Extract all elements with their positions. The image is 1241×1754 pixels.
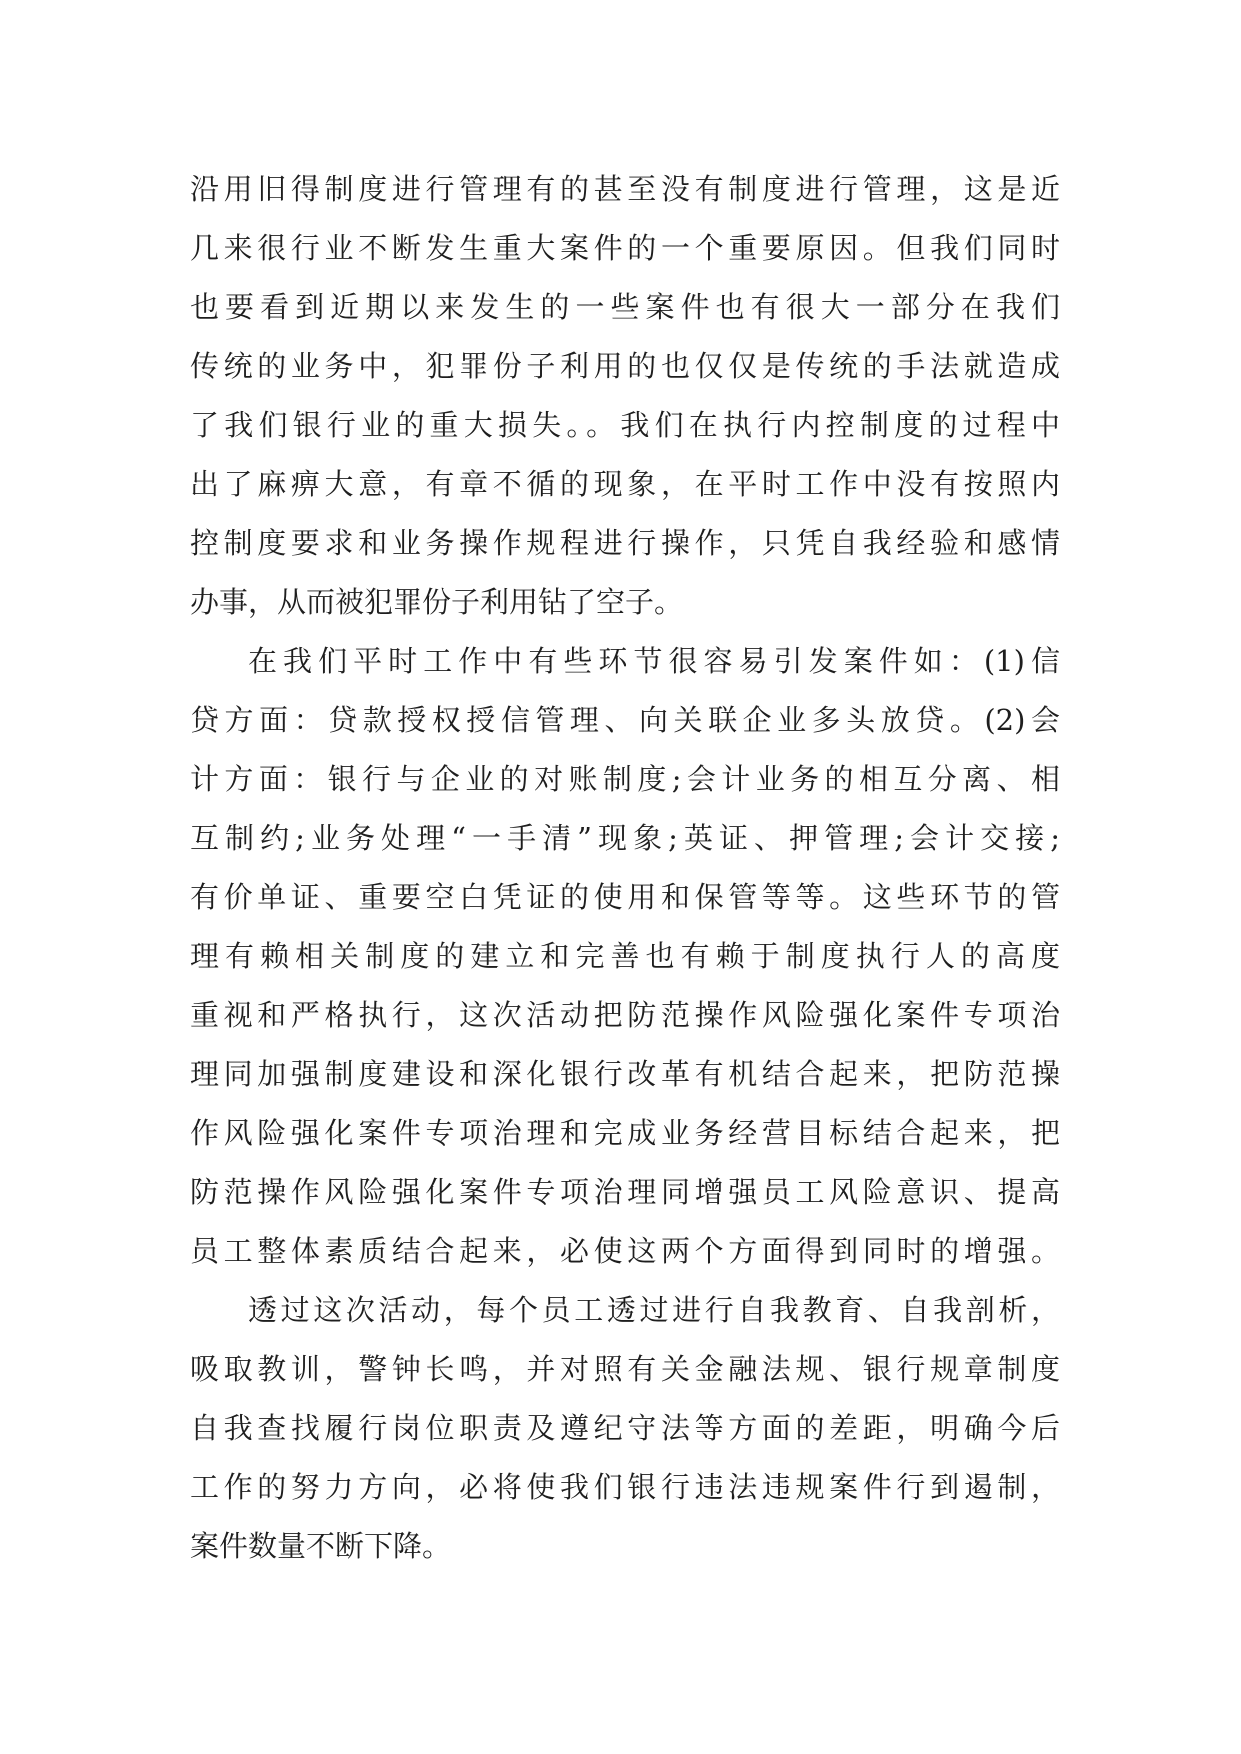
- text-line: 也要看到近期以来发生的一些案件也有很大一部分在我们: [190, 290, 1060, 324]
- text-line: 作风险强化案件专项治理和完成业务经营目标结合起来，把: [190, 1116, 1060, 1150]
- text-line: 理有赖相关制度的建立和完善也有赖于制度执行人的高度: [190, 939, 1060, 973]
- text-line: 了我们银行业的重大损失。。我们在执行内控制度的过程中: [190, 408, 1060, 442]
- text-line: 在我们平时工作中有些环节很容易引发案件如：(1)信: [248, 644, 1060, 678]
- text-line: 传统的业务中，犯罪份子利用的也仅仅是传统的手法就造成: [190, 349, 1060, 383]
- text-line: 透过这次活动，每个员工透过进行自我教育、自我剖析，: [248, 1293, 1060, 1327]
- text-line: 自我查找履行岗位职责及遵纪守法等方面的差距，明确今后: [190, 1411, 1060, 1445]
- text-line: 几来很行业不断发生重大案件的一个重要原因。但我们同时: [190, 231, 1060, 265]
- text-line: 计方面：银行与企业的对账制度;会计业务的相互分离、相: [190, 762, 1060, 796]
- text-line: 吸取教训，警钟长鸣，并对照有关金融法规、银行规章制度: [190, 1352, 1060, 1386]
- text-line: 办事，从而被犯罪份子利用钻了空子。: [190, 585, 684, 619]
- text-line: 防范操作风险强化案件专项治理同增强员工风险意识、提高: [190, 1175, 1060, 1209]
- paragraph-2: [190, 632, 1060, 1281]
- text-line: 控制度要求和业务操作规程进行操作，只凭自我经验和感情: [190, 526, 1060, 560]
- paragraph-3: [190, 1281, 1060, 1576]
- text-line: 员工整体素质结合起来，必使这两个方面得到同时的增强。: [190, 1234, 1060, 1268]
- text-line: 有价单证、重要空白凭证的使用和保管等等。这些环节的管: [190, 880, 1060, 914]
- paragraph-1: [190, 160, 1060, 632]
- text-line: 理同加强制度建设和深化银行改革有机结合起来，把防范操: [190, 1057, 1060, 1091]
- document-body: [190, 160, 1060, 1576]
- text-line: 互制约;业务处理“一手清”现象;英证、押管理;会计交接;: [190, 821, 1060, 855]
- text-line: 出了麻痹大意，有章不循的现象，在平时工作中没有按照内: [190, 467, 1060, 501]
- text-line: 工作的努力方向，必将使我们银行违法违规案件行到遏制，: [190, 1470, 1060, 1504]
- text-line: 重视和严格执行，这次活动把防范操作风险强化案件专项治: [190, 998, 1060, 1032]
- text-line: 沿用旧得制度进行管理有的甚至没有制度进行管理，这是近: [190, 172, 1060, 206]
- text-line: 贷方面：贷款授权授信管理、向关联企业多头放贷。(2)会: [190, 703, 1060, 737]
- text-line: 案件数量不断下降。: [190, 1529, 452, 1563]
